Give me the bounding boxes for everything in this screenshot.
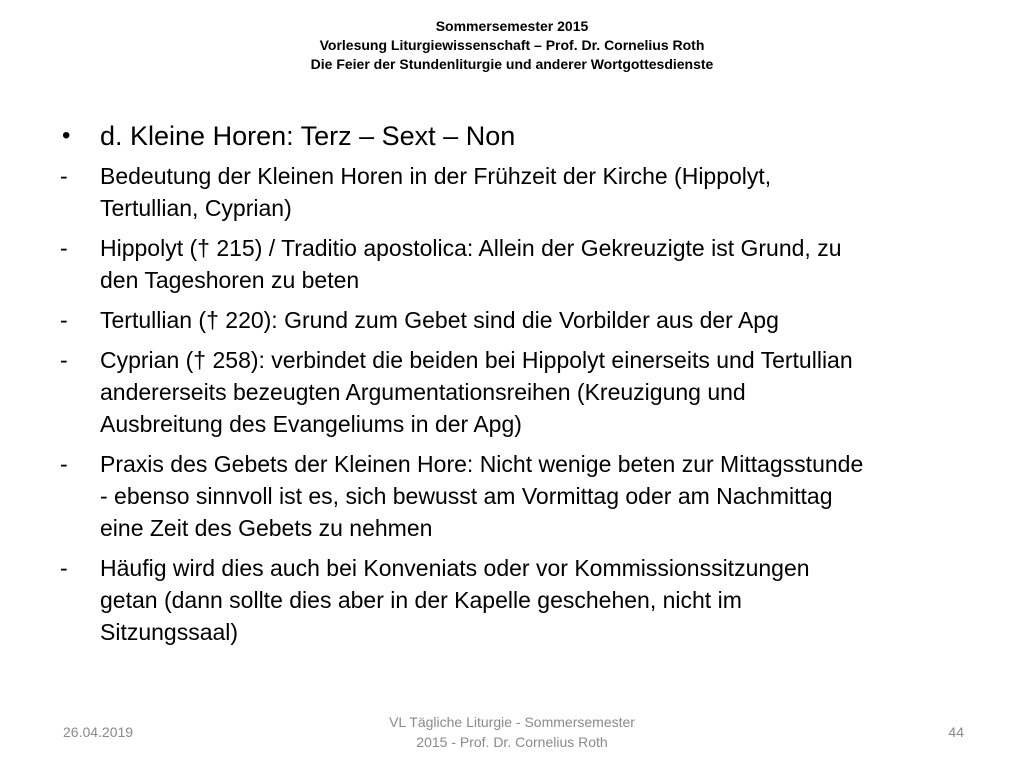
content-list (60, 160, 980, 648)
list-item (60, 160, 980, 224)
dash-marker: - (60, 307, 68, 333)
header-semester: Sommersemester 2015 (435, 18, 589, 34)
dash-marker: - (60, 555, 68, 581)
list-item-text-line: andererseits bezeugten Argumentationsreihen (Kreuzigung und (100, 379, 746, 405)
list-item-text-line: den Tageshoren zu beten (100, 267, 360, 293)
list-item-text-line: Tertullian, Cyprian) (100, 195, 292, 221)
slide-content (60, 118, 980, 656)
dash-marker: - (60, 235, 68, 261)
section-heading (60, 118, 980, 154)
dash-marker: - (60, 163, 68, 189)
page-number: 44 (948, 724, 964, 740)
list-item (60, 232, 980, 296)
slide-header (0, 17, 1024, 74)
header-lecture: Vorlesung Liturgiewissenschaft – Prof. Dr. Cornelius Roth (319, 37, 705, 53)
list-item (60, 304, 980, 336)
list-item-text-line: Cyprian († 258): verbindet die beiden bei Hippolyt einerseits und Tertullian (100, 347, 853, 373)
footer-title (312, 712, 712, 752)
list-item-text-line: Sitzungssaal) (100, 619, 239, 645)
footer-date: 26.04.2019 (63, 724, 134, 740)
list-item-text-line: Bedeutung der Kleinen Horen in der Frühzeit der Kirche (Hippolyt, (100, 163, 772, 189)
list-item-text-line: eine Zeit des Gebets zu nehmen (100, 515, 433, 541)
section-heading-text: d. Kleine Horen: Terz – Sext – Non (100, 121, 516, 151)
footer-title-line: VL Tägliche Liturgie - Sommersemester (389, 714, 635, 730)
list-item (60, 448, 980, 544)
slide-footer (0, 710, 1024, 760)
bullet-icon: • (62, 122, 71, 149)
list-item-text-line: getan (dann sollte dies aber in der Kapelle geschehen, nicht im (100, 587, 742, 613)
header-topic: Die Feier der Stundenliturgie und anderer Wortgottesdienste (310, 56, 714, 72)
list-item-text-line: Tertullian († 220): Grund zum Gebet sind die Vorbilder aus der Apg (100, 307, 779, 333)
list-item-text-line: Praxis des Gebets der Kleinen Hore: Nicht wenige beten zur Mittagsstunde (100, 451, 864, 477)
list-item-text-line: Häufig wird dies auch bei Konveniats oder vor Kommissionssitzungen (100, 555, 810, 581)
list-item (60, 344, 980, 440)
list-item-text-line: - ebenso sinnvoll ist es, sich bewusst am Vormittag oder am Nachmittag (100, 483, 833, 509)
list-item (60, 552, 980, 648)
footer-title-line: 2015 - Prof. Dr. Cornelius Roth (416, 734, 608, 750)
dash-marker: - (60, 347, 68, 373)
list-item-text-line: Hippolyt († 215) / Traditio apostolica: Allein der Gekreuzigte ist Grund, zu (100, 235, 842, 261)
dash-marker: - (60, 451, 68, 477)
list-item-text-line: Ausbreitung des Evangeliums in der Apg) (100, 411, 522, 437)
